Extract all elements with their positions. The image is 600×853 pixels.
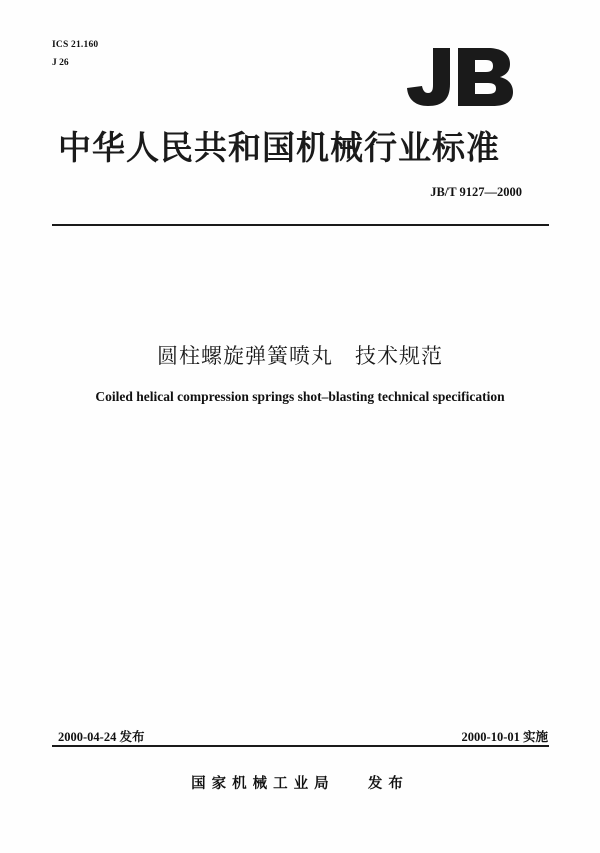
ics-code: ICS 21.160 (52, 40, 99, 50)
issue-date: 2000-04-24 发布 (58, 730, 145, 744)
document-title-english: Coiled helical compression springs shot–blasting technical specification (95, 389, 505, 404)
footer-divider (52, 745, 549, 747)
logo-letter-j (407, 48, 450, 106)
header-divider (52, 224, 549, 226)
logo-letter-b (458, 48, 513, 106)
organization-title: 中华人民共和国机械行业标准 (58, 128, 500, 167)
implementation-date: 2000-10-01 实施 (461, 730, 548, 744)
publisher: 国家机械工业局 发布 (191, 775, 409, 792)
ccs-code: J 26 (52, 58, 69, 68)
jb-logo (400, 40, 520, 110)
standard-number: JB/T 9127—2000 (430, 185, 522, 199)
document-title-chinese: 圆柱螺旋弹簧喷丸 技术规范 (157, 344, 443, 368)
